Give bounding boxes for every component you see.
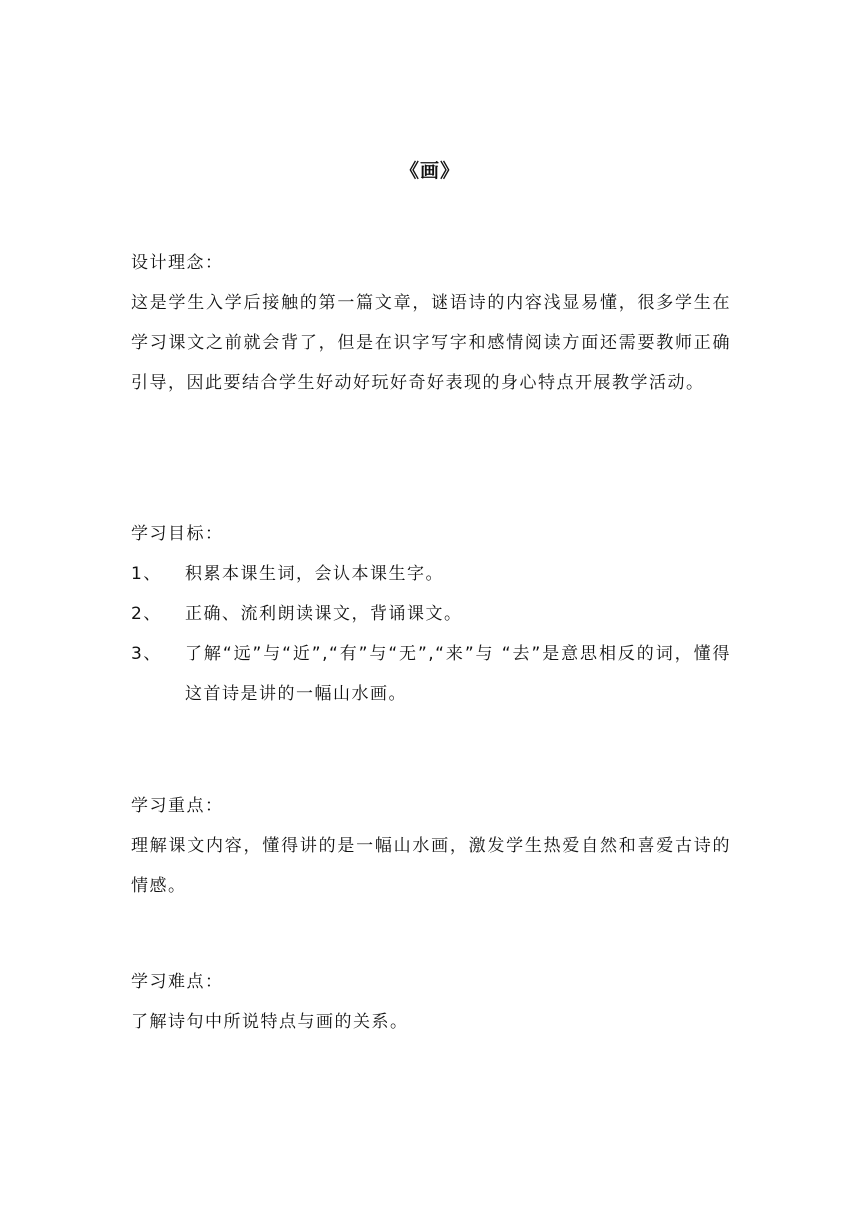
goal-item-1 xyxy=(131,554,731,594)
goals-heading: 学习目标： xyxy=(131,524,224,544)
key-points-paragraph: 理解课文内容，懂得讲的是一幅山水画，激发学生热爱自然和喜爱古诗的情感。 xyxy=(131,836,731,896)
goal-text: 积累本课生词，会认本课生字。 xyxy=(185,564,444,584)
difficulty-paragraph: 了解诗句中所说特点与画的关系。 xyxy=(131,1012,409,1032)
goal-item-3 xyxy=(131,634,731,714)
goal-number: 1、 xyxy=(131,564,162,584)
goal-text: 了解“远”与“近”,“有”与“无”,“来”与 “去”是意思相反的词，懂得这首诗是讲的一幅山水画。 xyxy=(185,644,731,704)
goal-item-2 xyxy=(131,594,731,634)
document-title: 《画》 xyxy=(399,160,460,182)
goals-section xyxy=(131,514,731,714)
goal-number: 2、 xyxy=(131,604,162,624)
design-section xyxy=(131,243,731,403)
difficulty-section xyxy=(131,962,731,1042)
difficulty-heading: 学习难点： xyxy=(131,972,224,992)
key-points-section xyxy=(131,786,731,906)
design-paragraph: 这是学生入学后接触的第一篇文章，谜语诗的内容浅显易懂，很多学生在学习课文之前就会背了，但是在识字写字和感情阅读方面还需要教师正确引导，因此要结合学生好动好玩好奇好表现的身心特点开展教学活动。 xyxy=(131,293,731,393)
design-heading: 设计理念： xyxy=(131,253,224,273)
key-points-heading: 学习重点： xyxy=(131,796,224,816)
goal-number: 3、 xyxy=(131,644,162,664)
goal-text: 正确、流利朗读课文，背诵课文。 xyxy=(185,604,463,624)
